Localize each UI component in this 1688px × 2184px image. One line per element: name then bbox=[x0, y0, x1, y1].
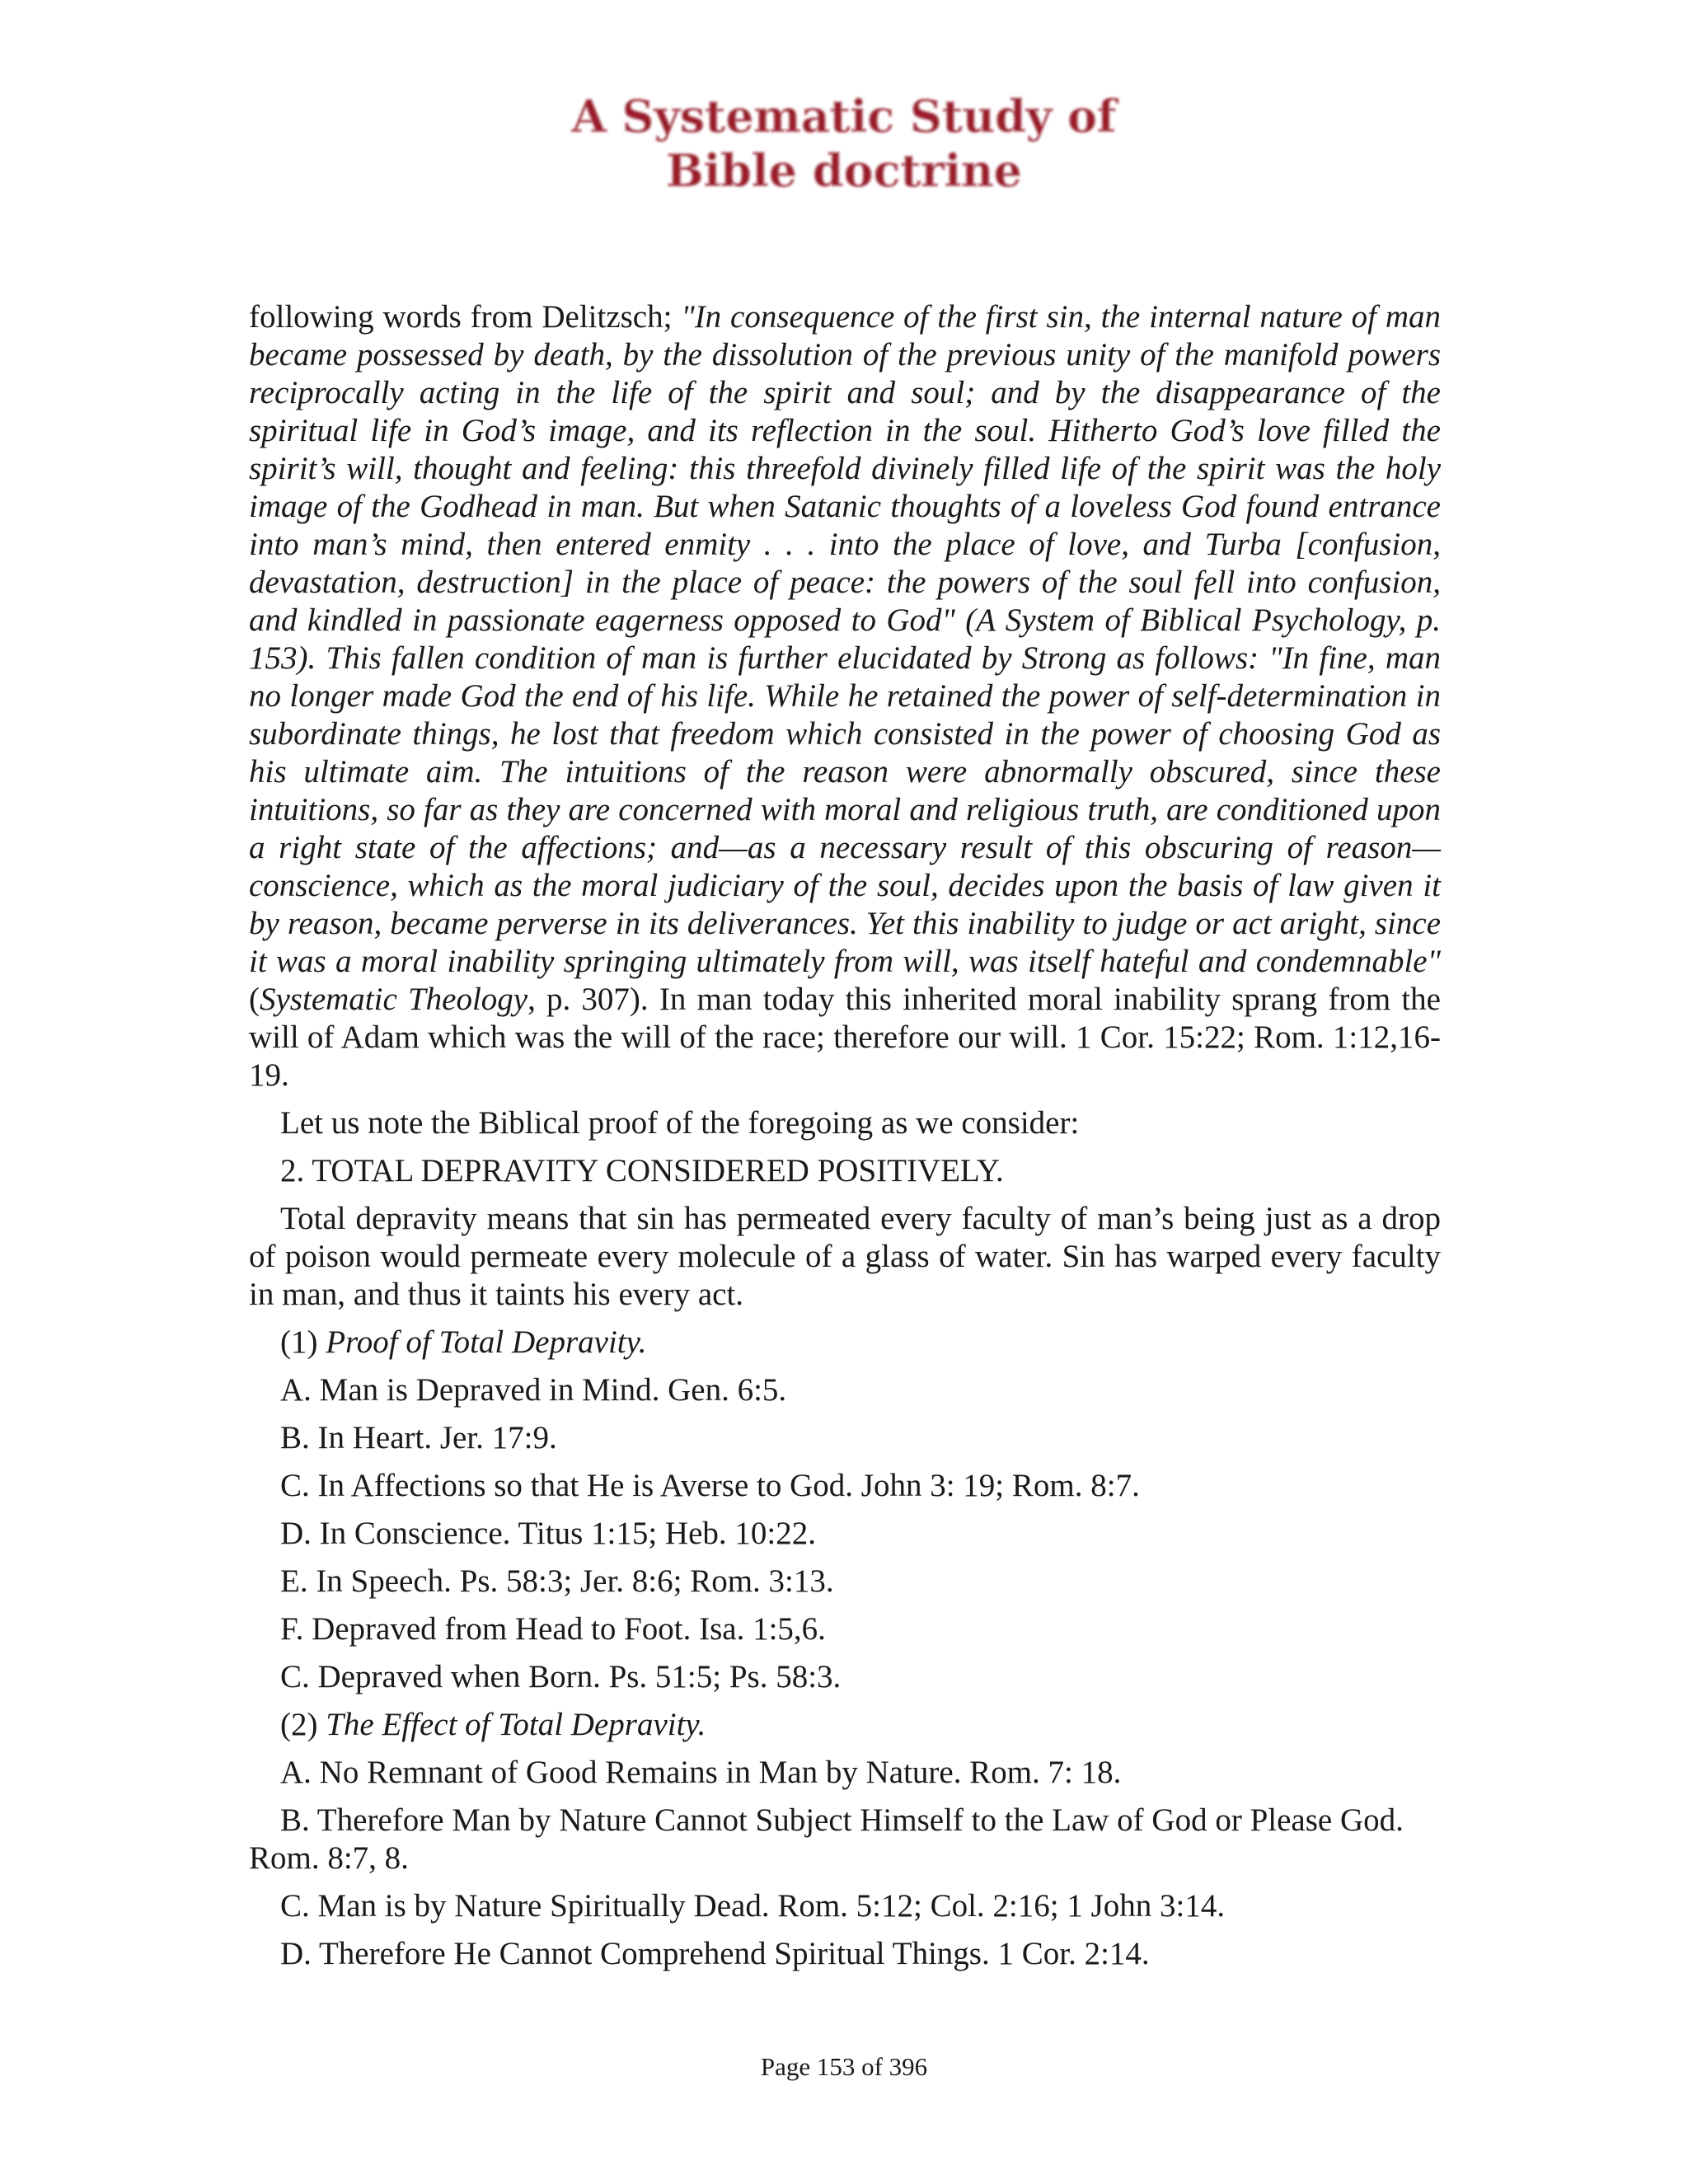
list-item: C. Depraved when Born. Ps. 51:5; Ps. 58:3. bbox=[280, 1659, 842, 1694]
title-line-2: Bible doctrine bbox=[666, 144, 1022, 197]
paren-text: ( bbox=[249, 982, 260, 1017]
list-item: B. Therefore Man by Nature Cannot Subject Himself to the Law of God or Please God. Rom. 8:7, 8. bbox=[249, 1802, 1404, 1876]
list-item: F. Depraved from Head to Foot. Isa. 1:5,6. bbox=[280, 1611, 826, 1647]
paragraph-note: Let us note the Biblical proof of the foregoing as we consider: bbox=[280, 1105, 1080, 1141]
tail-text: , p. 307). In man today this inherited moral inability sprang from the will of Adam which was the will of the race; therefore our will. 1 Cor. 15:22; Rom. 1:12,16-19. bbox=[249, 982, 1441, 1093]
lead-text: following words from Delitzsch; bbox=[249, 299, 682, 335]
section-heading: 2. TOTAL DEPRAVITY CONSIDERED POSITIVELY. bbox=[280, 1153, 1004, 1188]
title-line-1: A Systematic Study of bbox=[571, 90, 1117, 143]
subsection-heading-2 bbox=[249, 1706, 1441, 1744]
subsection-number: (2) bbox=[280, 1707, 326, 1742]
list-item: C. In Affections so that He is Averse to God. John 3: 19; Rom. 8:7. bbox=[280, 1468, 1140, 1503]
citation-title: Systematic Theology bbox=[260, 982, 528, 1017]
subsection-heading-1 bbox=[249, 1324, 1441, 1361]
paragraph-definition: Total depravity means that sin has permeated every faculty of man’s being just as a drop of poison would permeate every molecule of a glass of water. Sin has warped every faculty in man, and thus it taints his every act. bbox=[249, 1201, 1441, 1312]
list-item: D. In Conscience. Titus 1:15; Heb. 10:22. bbox=[280, 1516, 816, 1551]
list-item: C. Man is by Nature Spiritually Dead. Rom. 5:12; Col. 2:16; 1 John 3:14. bbox=[280, 1888, 1226, 1924]
quotation-text: "In consequence of the first sin, the internal nature of man became possessed by death, by the dissolution of the previous unity of the manifold powers reciprocally acting in the life of the spirit and soul; and by the disappearance of the spiritual life in God’s image, and its reflection in the soul. Hitherto God’s love filled the spirit’s will, thought and feeling: this threefold divinely filled life of the spirit was the holy image of the Godhead in man. But when Satanic thoughts of a loveless God found entrance into man’s mind, then entered enmity . . . into the place of love, and Turba [confusion, devastation, destruction] in the place of peace: the powers of the soul fell into confusion, and kindled in passionate eagerness opposed to God" (A System of Biblical Psychology, p. 153). This fallen condition of man is further elucidated by Strong as follows: "In fine, man no longer made God the end of his life. While he retained the power of self-determination in subordinate things, he lost that freedom which consisted in the power of choosing God as his ultimate aim. The intuitions of the reason were abnormally obscured, since these intuitions, so far as they are concerned with moral and religious truth, are conditioned upon a right state of the affections; and—as a necessary result of this obscuring of reason—conscience, which as the moral judiciary of the soul, decides upon the basis of law given it by reason, became perverse in its deliverances. Yet this inability to judge or act aright, since it was a moral inability springing ultimately from will, was itself hateful and condemnable" bbox=[249, 299, 1441, 979]
list-item: A. No Remnant of Good Remains in Man by Nature. Rom. 7: 18. bbox=[280, 1755, 1122, 1790]
list-item: E. In Speech. Ps. 58:3; Jer. 8:6; Rom. 3:13. bbox=[280, 1563, 834, 1599]
title-logo bbox=[547, 82, 1141, 206]
list-item: D. Therefore He Cannot Comprehend Spiritual Things. 1 Cor. 2:14. bbox=[280, 1936, 1150, 1971]
page-body bbox=[249, 298, 1441, 1973]
subsection-number: (1) bbox=[280, 1324, 326, 1360]
list-item: B. In Heart. Jer. 17:9. bbox=[280, 1420, 557, 1455]
subsection-title: The Effect of Total Depravity. bbox=[326, 1707, 706, 1742]
list-item: A. Man is Depraved in Mind. Gen. 6:5. bbox=[280, 1372, 787, 1408]
subsection-title: Proof of Total Depravity. bbox=[326, 1324, 647, 1360]
page-number: Page 153 of 396 bbox=[760, 2052, 928, 2081]
page-header bbox=[0, 82, 1688, 206]
paragraph-delitzsch-quote bbox=[249, 298, 1441, 1094]
